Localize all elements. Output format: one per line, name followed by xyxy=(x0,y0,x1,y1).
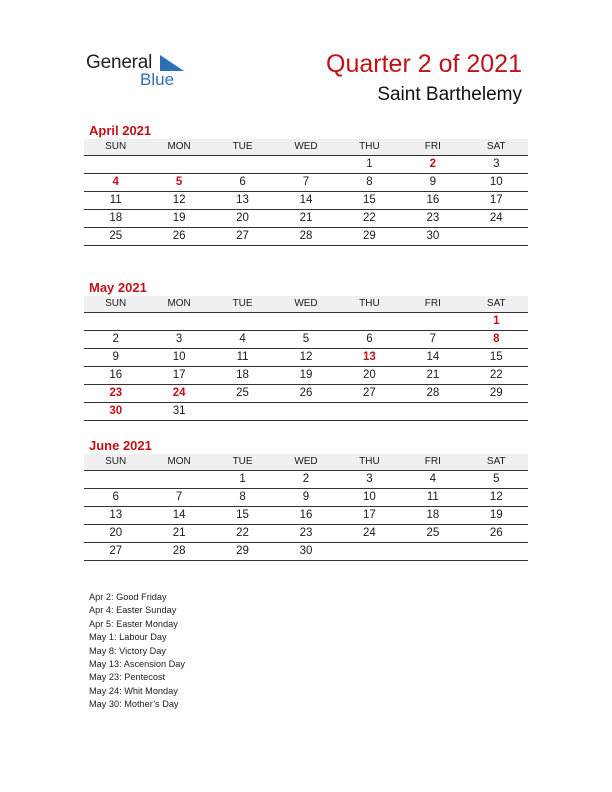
month-title: June 2021 xyxy=(89,438,152,453)
day-cell: 25 xyxy=(236,387,249,399)
week-row xyxy=(84,313,528,331)
empty-day-cell xyxy=(465,543,528,560)
weekday-label: FRI xyxy=(424,456,441,467)
day-cell: 11 xyxy=(426,491,439,503)
day-cell: 12 xyxy=(172,194,186,206)
day-cell: 4 xyxy=(239,333,246,345)
week-row xyxy=(84,367,528,385)
empty-day-cell xyxy=(338,403,401,420)
day-cell: 17 xyxy=(172,369,186,381)
weekday-header-row xyxy=(84,296,528,313)
day-cell: 2 xyxy=(302,473,310,485)
weekday-label: MON xyxy=(167,298,191,309)
day-cell: 29 xyxy=(489,387,503,399)
empty-day-cell xyxy=(401,543,464,560)
holiday-note: May 24: Whit Monday xyxy=(89,685,178,696)
empty-day-cell xyxy=(274,403,337,420)
holiday-day-cell: 1 xyxy=(493,315,500,327)
day-cell: 6 xyxy=(366,333,373,345)
weekday-label: TUE xyxy=(232,456,253,467)
week-row xyxy=(84,403,528,421)
holiday-note: May 13: Ascension Day xyxy=(89,659,186,670)
weekday-label: MON xyxy=(167,456,191,467)
day-cell: 27 xyxy=(109,545,123,557)
day-cell: 17 xyxy=(489,194,503,206)
holiday-day-cell: 23 xyxy=(109,387,123,399)
day-cell: 18 xyxy=(236,369,249,381)
week-row xyxy=(84,210,528,228)
day-cell: 12 xyxy=(489,491,503,503)
empty-day-cell xyxy=(147,313,210,330)
week-row xyxy=(84,228,528,246)
day-cell: 11 xyxy=(236,351,249,363)
weekday-label: SUN xyxy=(105,298,127,309)
day-cell: 21 xyxy=(426,369,440,381)
weekday-label: SAT xyxy=(486,456,506,467)
day-cell: 16 xyxy=(426,194,440,206)
day-cell: 25 xyxy=(426,527,440,539)
weekday-label: WED xyxy=(294,456,318,467)
day-cell: 23 xyxy=(299,527,313,539)
month-calendar-may xyxy=(84,279,528,421)
empty-day-cell xyxy=(338,543,401,560)
holiday-note: May 1: Labour Day xyxy=(89,632,167,643)
weekday-label: TUE xyxy=(232,298,253,309)
holiday-day-cell: 4 xyxy=(112,176,119,188)
day-cell: 3 xyxy=(493,158,500,170)
month-calendar-june xyxy=(84,437,528,561)
week-row xyxy=(84,385,528,403)
day-cell: 12 xyxy=(299,351,313,363)
empty-day-cell xyxy=(84,471,147,488)
day-cell: 6 xyxy=(239,176,246,188)
day-cell: 7 xyxy=(302,176,310,188)
brand-flag-icon xyxy=(160,55,184,71)
weekday-header-row xyxy=(84,454,528,471)
day-cell: 19 xyxy=(172,212,186,224)
day-cell: 14 xyxy=(426,351,440,363)
weekday-label: SUN xyxy=(105,141,127,152)
day-cell: 17 xyxy=(363,509,376,521)
day-cell: 22 xyxy=(489,369,503,381)
empty-day-cell xyxy=(84,156,147,173)
weekday-label: TUE xyxy=(232,141,253,152)
day-cell: 9 xyxy=(112,351,119,363)
day-cell: 2 xyxy=(112,333,119,345)
weekday-label: THU xyxy=(359,456,380,467)
day-cell: 20 xyxy=(236,212,249,224)
weekday-header-row xyxy=(84,139,528,156)
empty-day-cell xyxy=(147,471,210,488)
weekday-label: SAT xyxy=(486,298,506,309)
week-row xyxy=(84,331,528,349)
day-cell: 5 xyxy=(493,473,500,485)
page-subtitle: Saint Barthelemy xyxy=(377,84,522,105)
holiday-note: May 8: Victory Day xyxy=(89,645,166,656)
day-cell: 28 xyxy=(172,545,186,557)
day-cell: 15 xyxy=(489,351,503,363)
day-cell: 24 xyxy=(363,527,376,539)
day-cell: 16 xyxy=(299,509,313,521)
day-cell: 24 xyxy=(489,212,503,224)
day-cell: 4 xyxy=(429,473,437,485)
day-cell: 14 xyxy=(299,194,313,206)
day-cell: 29 xyxy=(363,230,376,242)
holiday-day-cell: 8 xyxy=(493,333,500,345)
week-row xyxy=(84,525,528,543)
week-row xyxy=(84,192,528,210)
empty-day-cell xyxy=(465,403,528,420)
day-cell: 10 xyxy=(172,351,186,363)
day-cell: 20 xyxy=(363,369,376,381)
month-calendar-april xyxy=(84,122,528,246)
holiday-note: Apr 2: Good Friday xyxy=(89,592,167,602)
day-cell: 29 xyxy=(236,545,249,557)
day-cell: 30 xyxy=(426,230,440,242)
day-cell: 3 xyxy=(366,473,373,485)
holiday-day-cell: 5 xyxy=(175,176,183,188)
empty-day-cell xyxy=(211,156,274,173)
day-cell: 26 xyxy=(299,387,313,399)
day-cell: 7 xyxy=(429,333,437,345)
holiday-day-cell: 24 xyxy=(172,387,186,399)
empty-day-cell xyxy=(211,403,274,420)
week-row xyxy=(84,174,528,192)
week-row xyxy=(84,349,528,367)
brand-blue-text: Blue xyxy=(140,70,175,89)
weekday-label: SAT xyxy=(486,141,506,152)
week-row xyxy=(84,156,528,174)
week-row xyxy=(84,507,528,525)
day-cell: 13 xyxy=(109,509,123,521)
weekday-label: THU xyxy=(359,298,380,309)
weekday-label: MON xyxy=(167,141,191,152)
week-row xyxy=(84,543,528,561)
weekday-label: FRI xyxy=(424,141,441,152)
day-cell: 27 xyxy=(363,387,376,399)
day-cell: 18 xyxy=(109,212,123,224)
day-cell: 30 xyxy=(299,545,313,557)
day-cell: 23 xyxy=(426,212,440,224)
holiday-note: May 30: Mother’s Day xyxy=(89,699,179,710)
day-cell: 20 xyxy=(109,527,123,539)
brand-logo xyxy=(86,52,196,92)
empty-day-cell xyxy=(465,228,528,245)
day-cell: 15 xyxy=(236,509,249,521)
empty-day-cell xyxy=(274,156,337,173)
day-cell: 21 xyxy=(172,527,186,539)
empty-day-cell xyxy=(84,313,147,330)
day-cell: 27 xyxy=(236,230,249,242)
day-cell: 25 xyxy=(109,230,123,242)
day-cell: 10 xyxy=(363,491,376,503)
page-title: Quarter 2 of 2021 xyxy=(326,50,522,78)
day-cell: 22 xyxy=(363,212,376,224)
day-cell: 9 xyxy=(429,176,437,188)
day-cell: 28 xyxy=(299,230,313,242)
day-cell: 8 xyxy=(239,491,246,503)
day-cell: 1 xyxy=(239,473,246,485)
day-cell: 1 xyxy=(366,158,373,170)
day-cell: 9 xyxy=(302,491,310,503)
weekday-label: THU xyxy=(359,141,380,152)
month-title: April 2021 xyxy=(89,123,152,138)
weekday-label: SUN xyxy=(105,456,127,467)
empty-day-cell xyxy=(338,313,401,330)
day-cell: 11 xyxy=(109,194,122,206)
day-cell: 16 xyxy=(109,369,123,381)
empty-day-cell xyxy=(401,403,464,420)
day-cell: 10 xyxy=(489,176,503,188)
weekday-label: WED xyxy=(294,298,318,309)
day-cell: 3 xyxy=(175,333,183,345)
brand-general-text: General xyxy=(86,52,153,73)
day-cell: 8 xyxy=(366,176,373,188)
day-cell: 26 xyxy=(172,230,186,242)
day-cell: 14 xyxy=(172,509,186,521)
empty-day-cell xyxy=(211,313,274,330)
day-cell: 6 xyxy=(112,491,119,503)
empty-day-cell xyxy=(274,313,337,330)
day-cell: 26 xyxy=(489,527,503,539)
day-cell: 7 xyxy=(175,491,183,503)
weekday-label: WED xyxy=(294,141,318,152)
weekday-label: FRI xyxy=(424,298,441,309)
day-cell: 19 xyxy=(489,509,503,521)
day-cell: 31 xyxy=(172,405,186,417)
holiday-note: May 23: Pentecost xyxy=(89,672,166,683)
holiday-note: Apr 5: Easter Monday xyxy=(89,618,178,629)
holiday-day-cell: 30 xyxy=(109,405,123,417)
day-cell: 22 xyxy=(236,527,249,539)
day-cell: 28 xyxy=(426,387,440,399)
week-row xyxy=(84,471,528,489)
day-cell: 19 xyxy=(299,369,313,381)
week-row xyxy=(84,489,528,507)
holiday-day-cell: 13 xyxy=(363,351,376,363)
holiday-day-cell: 2 xyxy=(429,158,437,170)
day-cell: 18 xyxy=(426,509,440,521)
empty-day-cell xyxy=(147,156,210,173)
day-cell: 5 xyxy=(302,333,310,345)
holiday-note: Apr 4: Easter Sunday xyxy=(89,605,177,616)
empty-day-cell xyxy=(401,313,464,330)
day-cell: 13 xyxy=(236,194,249,206)
holiday-notes xyxy=(89,591,185,712)
day-cell: 21 xyxy=(299,212,313,224)
day-cell: 15 xyxy=(363,194,376,206)
month-title: May 2021 xyxy=(89,280,147,295)
